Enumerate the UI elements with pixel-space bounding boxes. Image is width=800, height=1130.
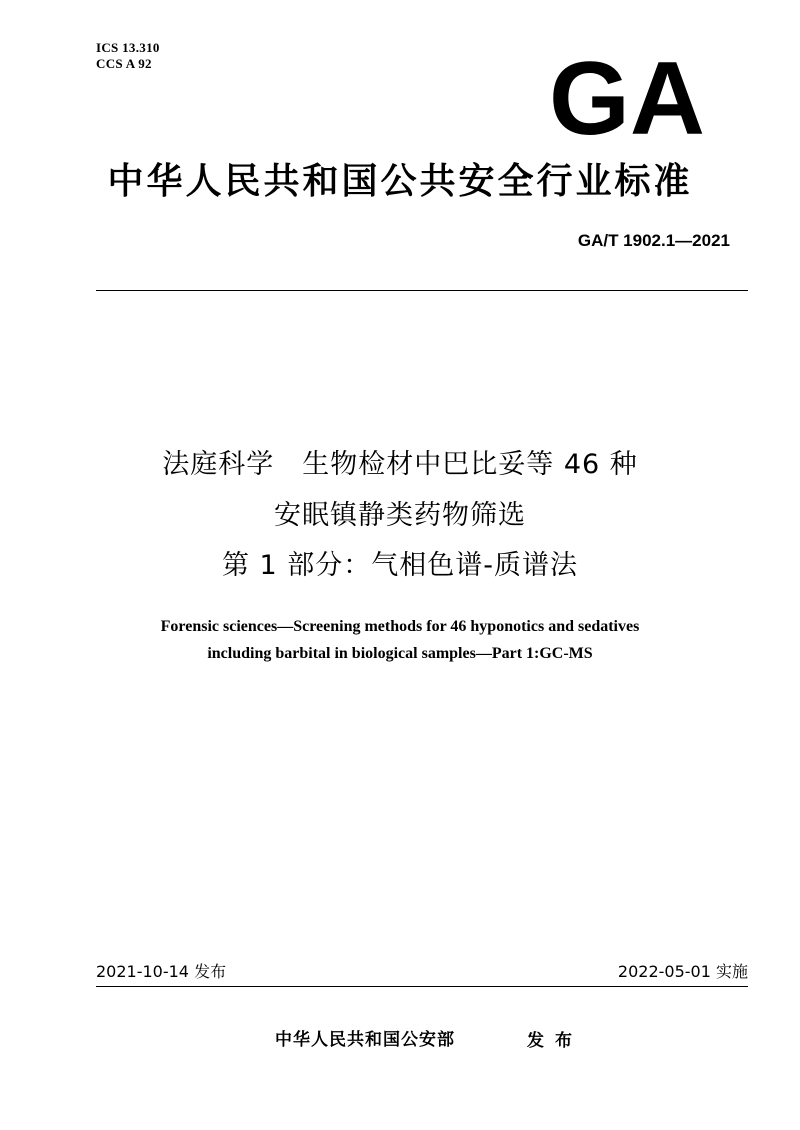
- standard-category-title: 中华人民共和国公共安全行业标准: [107, 161, 693, 202]
- standard-number: GA/T 1902.1—2021: [577, 231, 730, 250]
- publish-label: 发布: [527, 1031, 583, 1051]
- issue-date: 2021-10-14 发布: [96, 962, 227, 981]
- top-divider: [96, 290, 748, 291]
- ccs-code: CCS A 92: [96, 56, 152, 71]
- cn-title-line-2: 安眠镇静类药物筛选: [274, 500, 526, 531]
- en-title-line-1: Forensic sciences—Screening methods for 46 hyponotics and sedatives: [160, 618, 640, 635]
- bottom-divider: [96, 986, 748, 987]
- en-title-line-2: including barbital in biological samples—Part 1:GC-MS: [207, 645, 593, 662]
- ics-code: ICS 13.310: [96, 40, 160, 55]
- ga-logo-text: GA: [549, 52, 705, 136]
- cn-title-line-3: 第 1 部分：气相色谱-质谱法: [221, 550, 579, 581]
- publisher-name: 中华人民共和国公安部: [275, 1030, 455, 1050]
- implementation-date: 2022-05-01 实施: [617, 962, 748, 981]
- ga-logo: [548, 52, 706, 136]
- cn-title-line-1: 法庭科学 生物检材中巴比妥等 46 种: [162, 449, 638, 480]
